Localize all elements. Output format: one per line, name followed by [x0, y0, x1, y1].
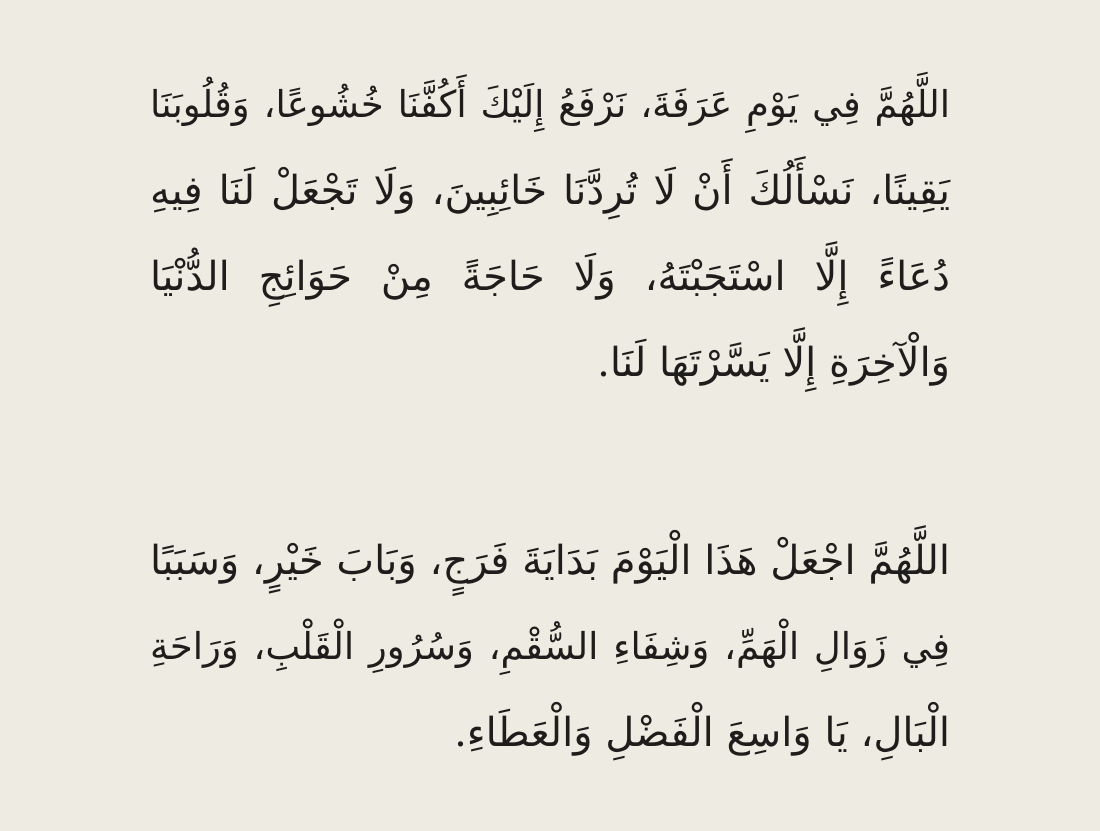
text-line: وَالْآخِرَةِ إِلَّا يَسَّرْتَهَا لَنَا. — [597, 340, 950, 386]
text-line: دُعَاءً إِلَّا اسْتَجَبْتَهُ، وَلَا حَاجَةً مِنْ حَوَائِجِ الدُّنْيَا — [150, 254, 950, 300]
text-line: الْبَالِ، يَا وَاسِعَ الْفَضْلِ وَالْعَطَاءِ. — [454, 710, 950, 756]
text-line: يَقِينًا، نَسْأَلُكَ أَنْ لَا تُرِدَّنَا خَائِبِينَ، وَلَا تَجْعَلْ لَنَا فِيهِ — [150, 168, 950, 214]
relief-dua-paragraph — [150, 518, 950, 776]
text-line: فِي زَوَالِ الْهَمِّ، وَشِفَاءِ السُّقْمِ، وَسُرُورِ الْقَلْبِ، وَرَاحَةِ — [150, 625, 950, 668]
arafah-dua-paragraph — [150, 62, 950, 406]
text-line: اللَّهُمَّ فِي يَوْمِ عَرَفَةَ، نَرْفَعُ إِلَيْكَ أَكُفَّنَا خُشُوعًا، وَقُلُوبَنَا — [150, 83, 950, 126]
text-line: اللَّهُمَّ اجْعَلْ هَذَا الْيَوْمَ بَدَايَةَ فَرَجٍ، وَبَابَ خَيْرٍ، وَسَبَبًا — [150, 538, 950, 584]
